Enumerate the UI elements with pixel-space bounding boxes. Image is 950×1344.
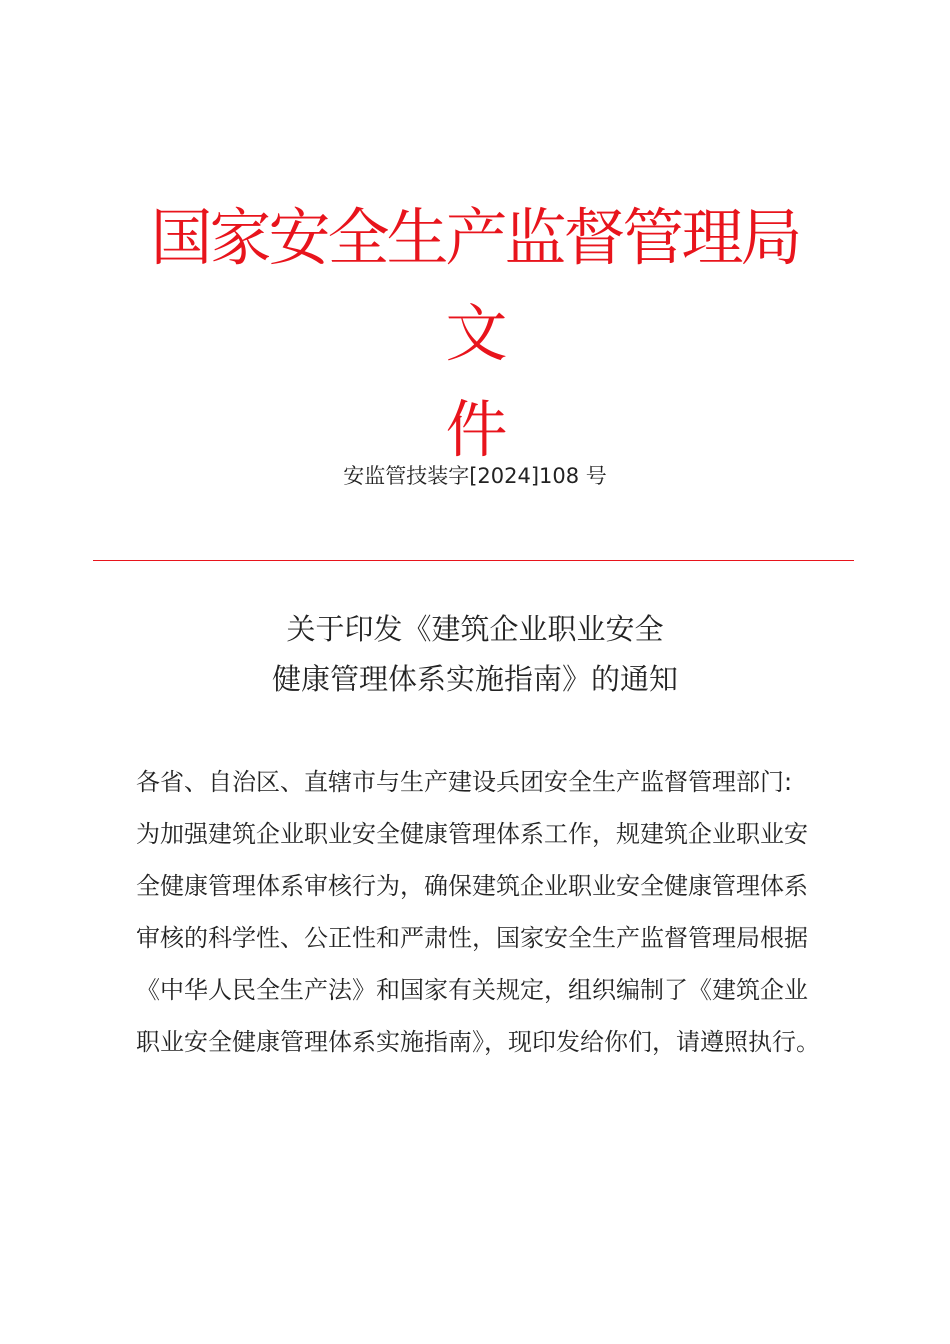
notice-title-line-1: 关于印发《建筑企业职业安全 <box>286 612 664 646</box>
header-title-line-1: 国家安全生产监督管理局文 <box>150 201 800 370</box>
document-number: 安监管技装字[2024]108 号 <box>343 464 607 488</box>
document-header-title <box>130 190 820 478</box>
red-divider-line <box>93 560 854 561</box>
body-line: 审核的科学性、公正性和严肃性，国家安全生产监督管理局根据 <box>136 924 808 952</box>
header-title-line-2: 件 <box>445 393 505 466</box>
body-line: 为加强建筑企业职业安全健康管理体系工作，规建筑企业职业安 <box>136 820 808 848</box>
notice-body <box>136 756 826 1068</box>
body-line: 《中华人民全生产法》和国家有关规定，组织编制了《建筑企业 <box>136 976 808 1004</box>
salutation: 各省、自治区、直辖市与生产建设兵团安全生产监督管理部门: <box>136 768 793 796</box>
body-line: 全健康管理体系审核行为，确保建筑企业职业安全健康管理体系 <box>136 872 808 900</box>
body-line: 职业安全健康管理体系实施指南》，现印发给你们，请遵照执行。 <box>136 1028 820 1056</box>
notice-title-line-2: 健康管理体系实施指南》的通知 <box>271 662 678 696</box>
notice-title <box>0 604 950 704</box>
